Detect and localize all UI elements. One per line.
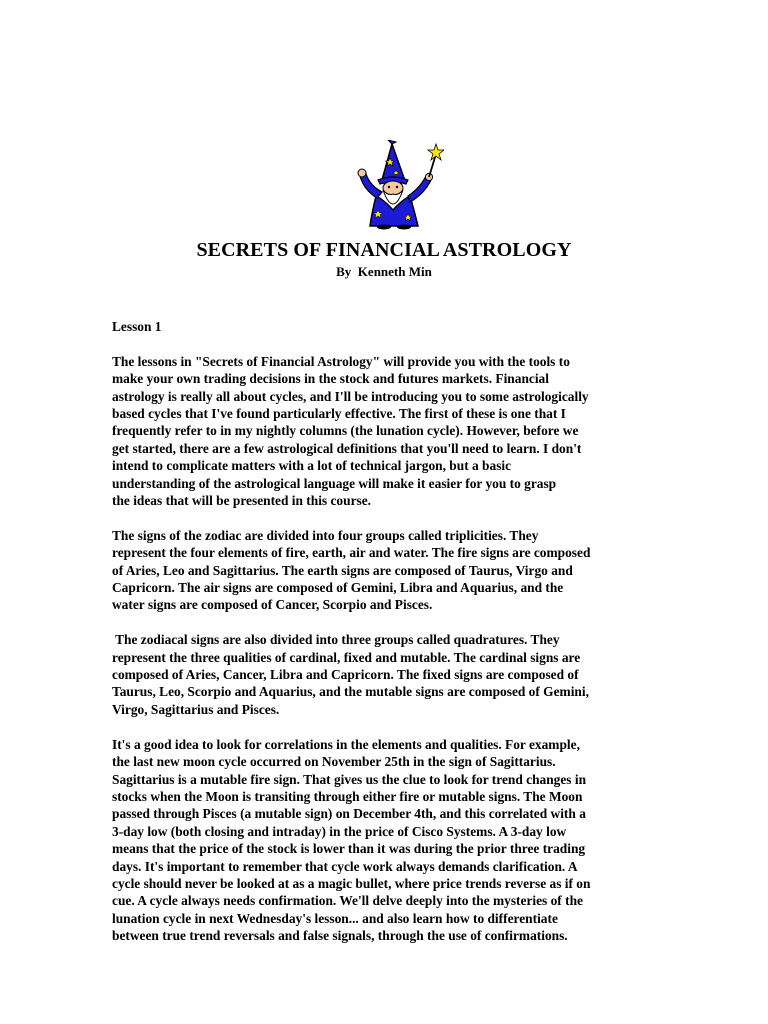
text-line: intend to complicate matters with a lot of technical jargon, but a basic <box>112 458 512 474</box>
text-line: passed through Pisces (a mutable sign) on December 4th, and this correlated with a <box>112 806 586 822</box>
author-line: By Kenneth Min <box>336 264 432 279</box>
document-title: SECRETS OF FINANCIAL ASTROLOGY <box>196 239 572 261</box>
text-line: represent the four elements of fire, earth, air and water. The fire signs are composed <box>112 545 591 561</box>
lesson-heading: Lesson 1 <box>112 319 162 334</box>
text-line: of Aries, Leo and Sagittarius. The earth signs are composed of Taurus, Virgo and <box>112 562 573 578</box>
text-line: Capricorn. The air signs are composed of Gemini, Libra and Aquarius, and the <box>112 580 564 596</box>
text-line: lunation cycle in next Wednesday's lesson... and also learn how to differentiate <box>112 910 558 926</box>
text-line: Sagittarius is a mutable fire sign. That gives us the clue to look for trend changes in <box>112 771 587 787</box>
text-line: The zodiacal signs are also divided into three groups called quadratures. They <box>112 632 560 648</box>
text-line: Taurus, Leo, Scorpio and Aquarius, and the mutable signs are composed of Gemini, <box>112 684 589 700</box>
text-line: The lessons in "Secrets of Financial Astrology" will provide you with the tools to <box>112 353 570 369</box>
body-paragraph <box>112 527 672 614</box>
body-paragraph <box>112 736 672 945</box>
text-line: 3-day low (both closing and intraday) in the price of Cisco Systems. A 3-day low <box>112 823 567 839</box>
text-line: composed of Aries, Cancer, Libra and Capricorn. The fixed signs are composed of <box>112 667 579 683</box>
paragraph-list <box>112 353 672 945</box>
text-line: understanding of the astrological language will make it easier for you to grasp <box>112 475 557 491</box>
wizard-icon <box>352 140 444 230</box>
text-line: based cycles that I've found particularly effective. The first of these is one that I <box>112 406 566 422</box>
body-paragraph <box>112 631 672 718</box>
text-line: The signs of the zodiac are divided into four groups called triplicities. They <box>112 527 539 543</box>
text-line: It's a good idea to look for correlations in the elements and qualities. For example, <box>112 736 580 752</box>
text-line: between true trend reversals and false signals, through the use of confirmations. <box>112 928 568 944</box>
body-paragraph <box>112 353 672 510</box>
text-line: days. It's important to remember that cycle work always demands clarification. A <box>112 858 578 874</box>
text-line: stocks when the Moon is transiting through either fire or mutable signs. The Moon <box>112 788 583 804</box>
text-line: make your own trading decisions in the stock and futures markets. Financial <box>112 371 549 387</box>
document-body <box>112 318 672 962</box>
text-line: represent the three qualities of cardinal, fixed and mutable. The cardinal signs are <box>112 649 581 665</box>
text-line: water signs are composed of Cancer, Scorpio and Pisces. <box>112 597 433 613</box>
text-line: frequently refer to in my nightly columns (the lunation cycle). However, before we <box>112 423 579 439</box>
text-line: get started, there are a few astrological definitions that you'll need to learn. I don't <box>112 440 582 456</box>
text-line: means that the price of the stock is lower than it was during the prior three trading <box>112 841 586 857</box>
text-line: cue. A cycle always needs confirmation. We'll delve deeply into the mysteries of the <box>112 893 583 909</box>
text-line: astrology is really all about cycles, and I'll be introducing you to some astrologically <box>112 388 589 404</box>
text-line: the ideas that will be presented in this course. <box>112 493 372 509</box>
text-line: the last new moon cycle occurred on November 25th in the sign of Sagittarius. <box>112 754 556 770</box>
text-line: Virgo, Sagittarius and Pisces. <box>112 701 280 717</box>
text-line: cycle should never be looked at as a magic bullet, where price trends reverse as if on <box>112 875 591 891</box>
